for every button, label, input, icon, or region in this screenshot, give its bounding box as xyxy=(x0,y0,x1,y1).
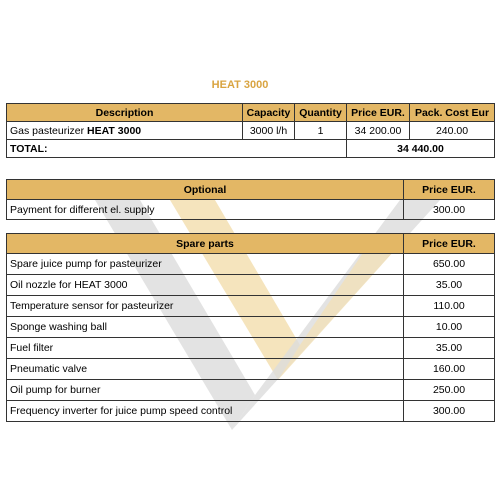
spare-part-price: 10.00 xyxy=(404,317,495,338)
spare-part-name: Fuel filter xyxy=(7,338,404,359)
product-quantity: 1 xyxy=(295,122,347,140)
table-row xyxy=(7,317,495,338)
table-row xyxy=(7,200,495,220)
optional-item-name: Payment for different el. supply xyxy=(7,200,404,220)
table-row xyxy=(7,380,495,401)
header-capacity: Capacity xyxy=(243,104,295,122)
product-table xyxy=(6,103,495,158)
table-row xyxy=(7,275,495,296)
spare-part-price: 650.00 xyxy=(404,254,495,275)
spare-part-price: 160.00 xyxy=(404,359,495,380)
header-spare-price: Price EUR. xyxy=(404,234,495,254)
spare-part-name: Frequency inverter for juice pump speed control xyxy=(7,401,404,422)
header-optional-price: Price EUR. xyxy=(404,180,495,200)
table-row xyxy=(7,401,495,422)
spare-parts-table xyxy=(6,233,495,422)
spare-part-price: 35.00 xyxy=(404,275,495,296)
spare-part-name: Oil pump for burner xyxy=(7,380,404,401)
spare-part-price: 110.00 xyxy=(404,296,495,317)
table-row xyxy=(7,338,495,359)
product-model: HEAT 3000 xyxy=(87,124,142,137)
spare-part-name: Spare juice pump for pasteurizer xyxy=(7,254,404,275)
spare-part-price: 300.00 xyxy=(404,401,495,422)
product-price: 34 200.00 xyxy=(347,122,410,140)
spare-part-price: 250.00 xyxy=(404,380,495,401)
optional-table xyxy=(6,179,495,220)
product-table-header xyxy=(7,104,495,122)
table-row xyxy=(7,359,495,380)
product-capacity: 3000 l/h xyxy=(243,122,295,140)
spare-part-name: Pneumatic valve xyxy=(7,359,404,380)
total-value: 34 440.00 xyxy=(347,140,495,158)
spare-part-price: 35.00 xyxy=(404,338,495,359)
total-row xyxy=(7,140,495,158)
product-description xyxy=(7,122,243,140)
header-optional: Optional xyxy=(7,180,404,200)
product-description-prefix: Gas pasteurizer xyxy=(10,124,88,137)
spare-part-name: Sponge washing ball xyxy=(7,317,404,338)
document-title: HEAT 3000 xyxy=(211,79,269,91)
header-spare-parts: Spare parts xyxy=(7,234,404,254)
table-row xyxy=(7,296,495,317)
table-row xyxy=(7,254,495,275)
spare-part-name: Oil nozzle for HEAT 3000 xyxy=(7,275,404,296)
header-description: Description xyxy=(7,104,243,122)
optional-item-price: 300.00 xyxy=(404,200,495,220)
table-row xyxy=(7,122,495,140)
header-price: Price EUR. xyxy=(347,104,410,122)
optional-table-header xyxy=(7,180,495,200)
product-pack-cost: 240.00 xyxy=(410,122,495,140)
spare-part-name: Temperature sensor for pasteurizer xyxy=(7,296,404,317)
spare-parts-header xyxy=(7,234,495,254)
total-label: TOTAL: xyxy=(7,140,347,158)
header-pack-cost: Pack. Cost Eur xyxy=(410,104,495,122)
header-quantity: Quantity xyxy=(295,104,347,122)
